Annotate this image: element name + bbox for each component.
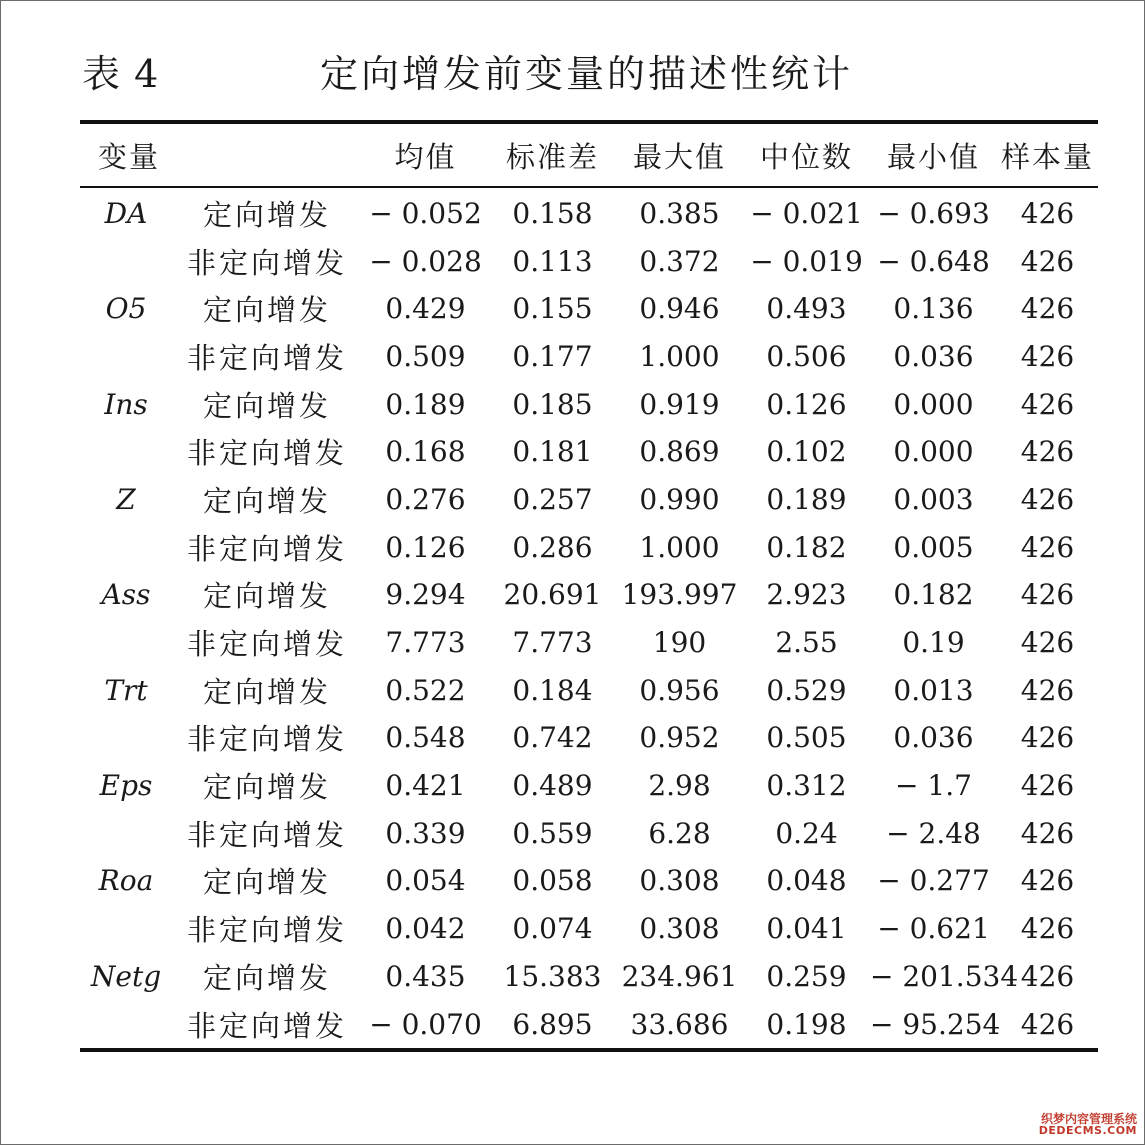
cell-std-dev: 0.181	[512, 435, 593, 469]
cell-variable	[80, 333, 172, 381]
cell-sample-size: 426	[1020, 244, 1075, 278]
cell-group: 非定向增发	[186, 817, 347, 852]
cell-min: 0.000	[893, 435, 974, 469]
cell-sample-size: 426	[1020, 196, 1075, 230]
cell-group: 非定向增发	[186, 722, 347, 757]
cell-group: 非定向增发	[186, 340, 347, 375]
cell-variable	[80, 1000, 172, 1048]
cell-sample-size: 426	[1020, 959, 1075, 993]
table-row	[80, 953, 1098, 1001]
table-row	[80, 476, 1098, 524]
cell-std-dev: 15.383	[503, 959, 602, 993]
cell-sample-size: 426	[1020, 912, 1075, 946]
table-row	[80, 428, 1098, 476]
bottom-rule	[80, 1048, 1098, 1052]
cell-min: 0.005	[893, 530, 974, 564]
cell-max: 234.961	[621, 959, 738, 993]
table-row	[80, 905, 1098, 953]
table-row	[80, 714, 1098, 762]
cell-min: 0.036	[893, 721, 974, 755]
cell-median: 2.55	[775, 626, 838, 660]
cell-variable: Ins	[104, 387, 148, 421]
cell-min: − 2.48	[886, 816, 981, 850]
cell-sample-size: 426	[1020, 626, 1075, 660]
cell-max: 0.956	[639, 673, 720, 707]
cell-mean: 0.054	[385, 864, 466, 898]
cell-group: 非定向增发	[186, 436, 347, 471]
cell-median: 0.041	[766, 912, 847, 946]
cell-max: 33.686	[630, 1007, 729, 1041]
cell-median: 0.126	[766, 387, 847, 421]
cell-max: 2.98	[648, 769, 711, 803]
cell-max: 0.308	[639, 912, 720, 946]
cell-std-dev: 0.155	[512, 292, 593, 326]
table-caption	[82, 48, 1098, 100]
cell-mean: − 0.070	[369, 1007, 482, 1041]
cell-max: 1.000	[639, 530, 720, 564]
table-row	[80, 237, 1098, 285]
cell-std-dev: 6.895	[512, 1007, 593, 1041]
cell-max: 0.372	[639, 244, 720, 278]
cell-mean: 0.168	[385, 435, 466, 469]
cell-std-dev: 0.559	[512, 816, 593, 850]
header-mean: 均值	[394, 139, 457, 174]
cell-median: 0.529	[766, 673, 847, 707]
cell-min: − 0.693	[877, 196, 990, 230]
table-row	[80, 762, 1098, 810]
table-row	[80, 666, 1098, 714]
cell-max: 0.946	[639, 292, 720, 326]
cell-variable: Eps	[99, 769, 153, 803]
cell-std-dev: 0.058	[512, 864, 593, 898]
cell-group: 定向增发	[202, 293, 331, 328]
table-title: 定向增发前变量的描述性统计	[320, 52, 854, 96]
cell-mean: − 0.028	[369, 244, 482, 278]
table-body	[80, 188, 1098, 1048]
cell-min: 0.003	[893, 482, 974, 516]
cell-sample-size: 426	[1020, 339, 1075, 373]
header-median: 中位数	[760, 139, 854, 174]
cell-std-dev: 7.773	[512, 626, 593, 660]
cell-min: 0.19	[902, 626, 965, 660]
cell-variable	[80, 428, 172, 476]
cell-mean: 0.435	[385, 959, 466, 993]
cell-min: 0.136	[893, 292, 974, 326]
cell-sample-size: 426	[1020, 673, 1075, 707]
cell-median: 0.24	[775, 816, 838, 850]
cell-max: 0.869	[639, 435, 720, 469]
header-max: 最大值	[633, 139, 727, 174]
cell-mean: 0.509	[385, 339, 466, 373]
table-row	[80, 571, 1098, 619]
watermark-line1: 织梦内容管理系统	[1040, 1111, 1137, 1126]
cell-max: 0.308	[639, 864, 720, 898]
cell-sample-size: 426	[1020, 578, 1075, 612]
header-min: 最小值	[887, 139, 981, 174]
table-row	[80, 380, 1098, 428]
cell-variable: DA	[104, 196, 148, 230]
cell-max: 0.990	[639, 482, 720, 516]
cell-group: 定向增发	[202, 197, 331, 232]
header-sample-size: 样本量	[1001, 139, 1095, 174]
cell-median: 0.182	[766, 530, 847, 564]
cell-sample-size: 426	[1020, 769, 1075, 803]
table-row	[80, 188, 1098, 238]
cell-std-dev: 0.742	[512, 721, 593, 755]
cell-min: − 1.7	[895, 769, 972, 803]
cell-group: 非定向增发	[186, 627, 347, 662]
cell-min: − 0.648	[877, 244, 990, 278]
watermark	[1033, 1113, 1137, 1137]
cell-mean: 0.548	[385, 721, 466, 755]
cell-median: 0.198	[766, 1007, 847, 1041]
cell-min: 0.013	[893, 673, 974, 707]
header-std-dev: 标准差	[506, 139, 600, 174]
table-header	[80, 124, 1098, 186]
cell-sample-size: 426	[1020, 435, 1075, 469]
cell-std-dev: 0.489	[512, 769, 593, 803]
cell-min: 0.000	[893, 387, 974, 421]
cell-median: − 0.019	[750, 244, 863, 278]
cell-sample-size: 426	[1020, 530, 1075, 564]
cell-max: 1.000	[639, 339, 720, 373]
cell-variable: Netg	[90, 959, 162, 993]
cell-sample-size: 426	[1020, 1007, 1075, 1041]
cell-max: 0.919	[639, 387, 720, 421]
cell-mean: 0.339	[385, 816, 466, 850]
cell-median: 0.048	[766, 864, 847, 898]
cell-min: − 201.534	[870, 959, 1019, 993]
cell-median: 0.312	[766, 769, 847, 803]
cell-median: 2.923	[766, 578, 847, 612]
table-row	[80, 333, 1098, 381]
watermark-line2: DEDECMS.COM	[1038, 1124, 1137, 1138]
cell-median: − 0.021	[750, 196, 863, 230]
stats-table-wrapper	[80, 120, 1098, 1052]
cell-std-dev: 0.257	[512, 482, 593, 516]
table-number: 表 4	[82, 52, 160, 96]
cell-sample-size: 426	[1020, 721, 1075, 755]
cell-std-dev: 0.074	[512, 912, 593, 946]
cell-median: 0.505	[766, 721, 847, 755]
cell-max: 193.997	[621, 578, 738, 612]
table-row	[80, 1000, 1098, 1048]
cell-variable: Trt	[104, 673, 148, 707]
cell-min: 0.182	[893, 578, 974, 612]
cell-min: − 95.254	[870, 1007, 1001, 1041]
table-row	[80, 809, 1098, 857]
cell-mean: 0.189	[385, 387, 466, 421]
cell-min: − 0.277	[877, 864, 990, 898]
cell-median: 0.506	[766, 339, 847, 373]
table-row	[80, 285, 1098, 333]
cell-sample-size: 426	[1020, 864, 1075, 898]
header-variable: 变量	[98, 139, 161, 174]
cell-mean: 9.294	[385, 578, 466, 612]
cell-variable	[80, 619, 172, 667]
cell-sample-size: 426	[1020, 292, 1075, 326]
cell-group: 定向增发	[202, 960, 331, 995]
cell-variable	[80, 237, 172, 285]
cell-sample-size: 426	[1020, 816, 1075, 850]
cell-std-dev: 0.286	[512, 530, 593, 564]
descriptive-stats-body	[80, 188, 1098, 1048]
cell-variable	[80, 809, 172, 857]
cell-group: 非定向增发	[186, 913, 347, 948]
cell-group: 定向增发	[202, 865, 331, 900]
cell-max: 190	[652, 626, 707, 660]
cell-mean: 0.522	[385, 673, 466, 707]
cell-median: 0.493	[766, 292, 847, 326]
cell-group: 非定向增发	[186, 1008, 347, 1043]
cell-max: 0.952	[639, 721, 720, 755]
cell-std-dev: 0.184	[512, 673, 593, 707]
cell-std-dev: 0.113	[512, 244, 593, 278]
cell-variable: Ass	[101, 578, 151, 612]
table-row	[80, 619, 1098, 667]
cell-mean: 0.429	[385, 292, 466, 326]
cell-variable	[80, 905, 172, 953]
table-row	[80, 857, 1098, 905]
cell-group: 定向增发	[202, 579, 331, 614]
cell-std-dev: 0.158	[512, 196, 593, 230]
cell-min: − 0.621	[877, 912, 990, 946]
cell-std-dev: 20.691	[503, 578, 602, 612]
cell-variable: Z	[116, 482, 136, 516]
cell-variable: O5	[105, 292, 147, 326]
cell-mean: 0.042	[385, 912, 466, 946]
cell-mean: − 0.052	[369, 196, 482, 230]
cell-std-dev: 0.185	[512, 387, 593, 421]
cell-sample-size: 426	[1020, 387, 1075, 421]
cell-variable	[80, 714, 172, 762]
cell-mean: 0.276	[385, 482, 466, 516]
cell-mean: 0.421	[385, 769, 466, 803]
cell-variable	[80, 523, 172, 571]
cell-median: 0.189	[766, 482, 847, 516]
cell-max: 6.28	[648, 816, 711, 850]
cell-median: 0.102	[766, 435, 847, 469]
cell-group: 非定向增发	[186, 531, 347, 566]
cell-group: 定向增发	[202, 770, 331, 805]
cell-group: 定向增发	[202, 483, 331, 518]
cell-median: 0.259	[766, 959, 847, 993]
cell-variable: Roa	[98, 864, 154, 898]
cell-group: 非定向增发	[186, 245, 347, 280]
cell-mean: 7.773	[385, 626, 466, 660]
cell-sample-size: 426	[1020, 482, 1075, 516]
cell-min: 0.036	[893, 339, 974, 373]
cell-mean: 0.126	[385, 530, 466, 564]
cell-max: 0.385	[639, 196, 720, 230]
descriptive-stats-table	[80, 124, 1098, 186]
cell-group: 定向增发	[202, 674, 331, 709]
header-row	[80, 124, 1098, 186]
cell-std-dev: 0.177	[512, 339, 593, 373]
table-row	[80, 523, 1098, 571]
cell-group: 定向增发	[202, 388, 331, 423]
